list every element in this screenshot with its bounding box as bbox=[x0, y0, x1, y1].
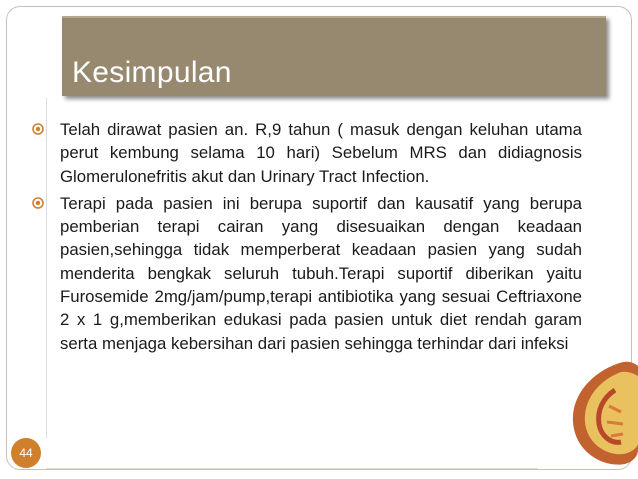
bullet-item-1 bbox=[30, 118, 582, 188]
title-bar bbox=[62, 16, 606, 96]
bullet-text: Terapi pada pasien ini berupa suportif dan kausatif yang berupa pemberian terapi cairan yang disesuaikan dengan keadaan pasien,sehingga tidak memperberat keadaan pasien yang sudah menderita bengkak seluruh tubuh.Terapi suportif diberikan yaitu Furosemide 2mg/jam/pump,terapi antibiotika yang sesuai Ceftriaxone 2 x 1 g,memberikan edukasi pada pasien untuk diet rendah garam serta menjaga kebersihan dari pasien sehingga terhindar dari infeksi bbox=[60, 193, 582, 353]
bullet-icon bbox=[32, 123, 44, 135]
page-number-badge: 44 bbox=[11, 438, 41, 468]
slide-content bbox=[30, 118, 582, 359]
bullet-item-2 bbox=[30, 192, 582, 355]
kidney-icon bbox=[563, 360, 638, 470]
slide-title: Kesimpulan bbox=[72, 56, 232, 89]
bottom-divider bbox=[46, 468, 538, 469]
title-bar-highlight bbox=[62, 16, 606, 18]
bullet-icon bbox=[32, 197, 44, 209]
bullet-text: Telah dirawat pasien an. R,9 tahun ( masuk dengan keluhan utama perut kembung selama 10 hari) Sebelum MRS dan didiagnosis Glomerulonefritis akut dan Urinary Tract Infection. bbox=[60, 120, 582, 186]
